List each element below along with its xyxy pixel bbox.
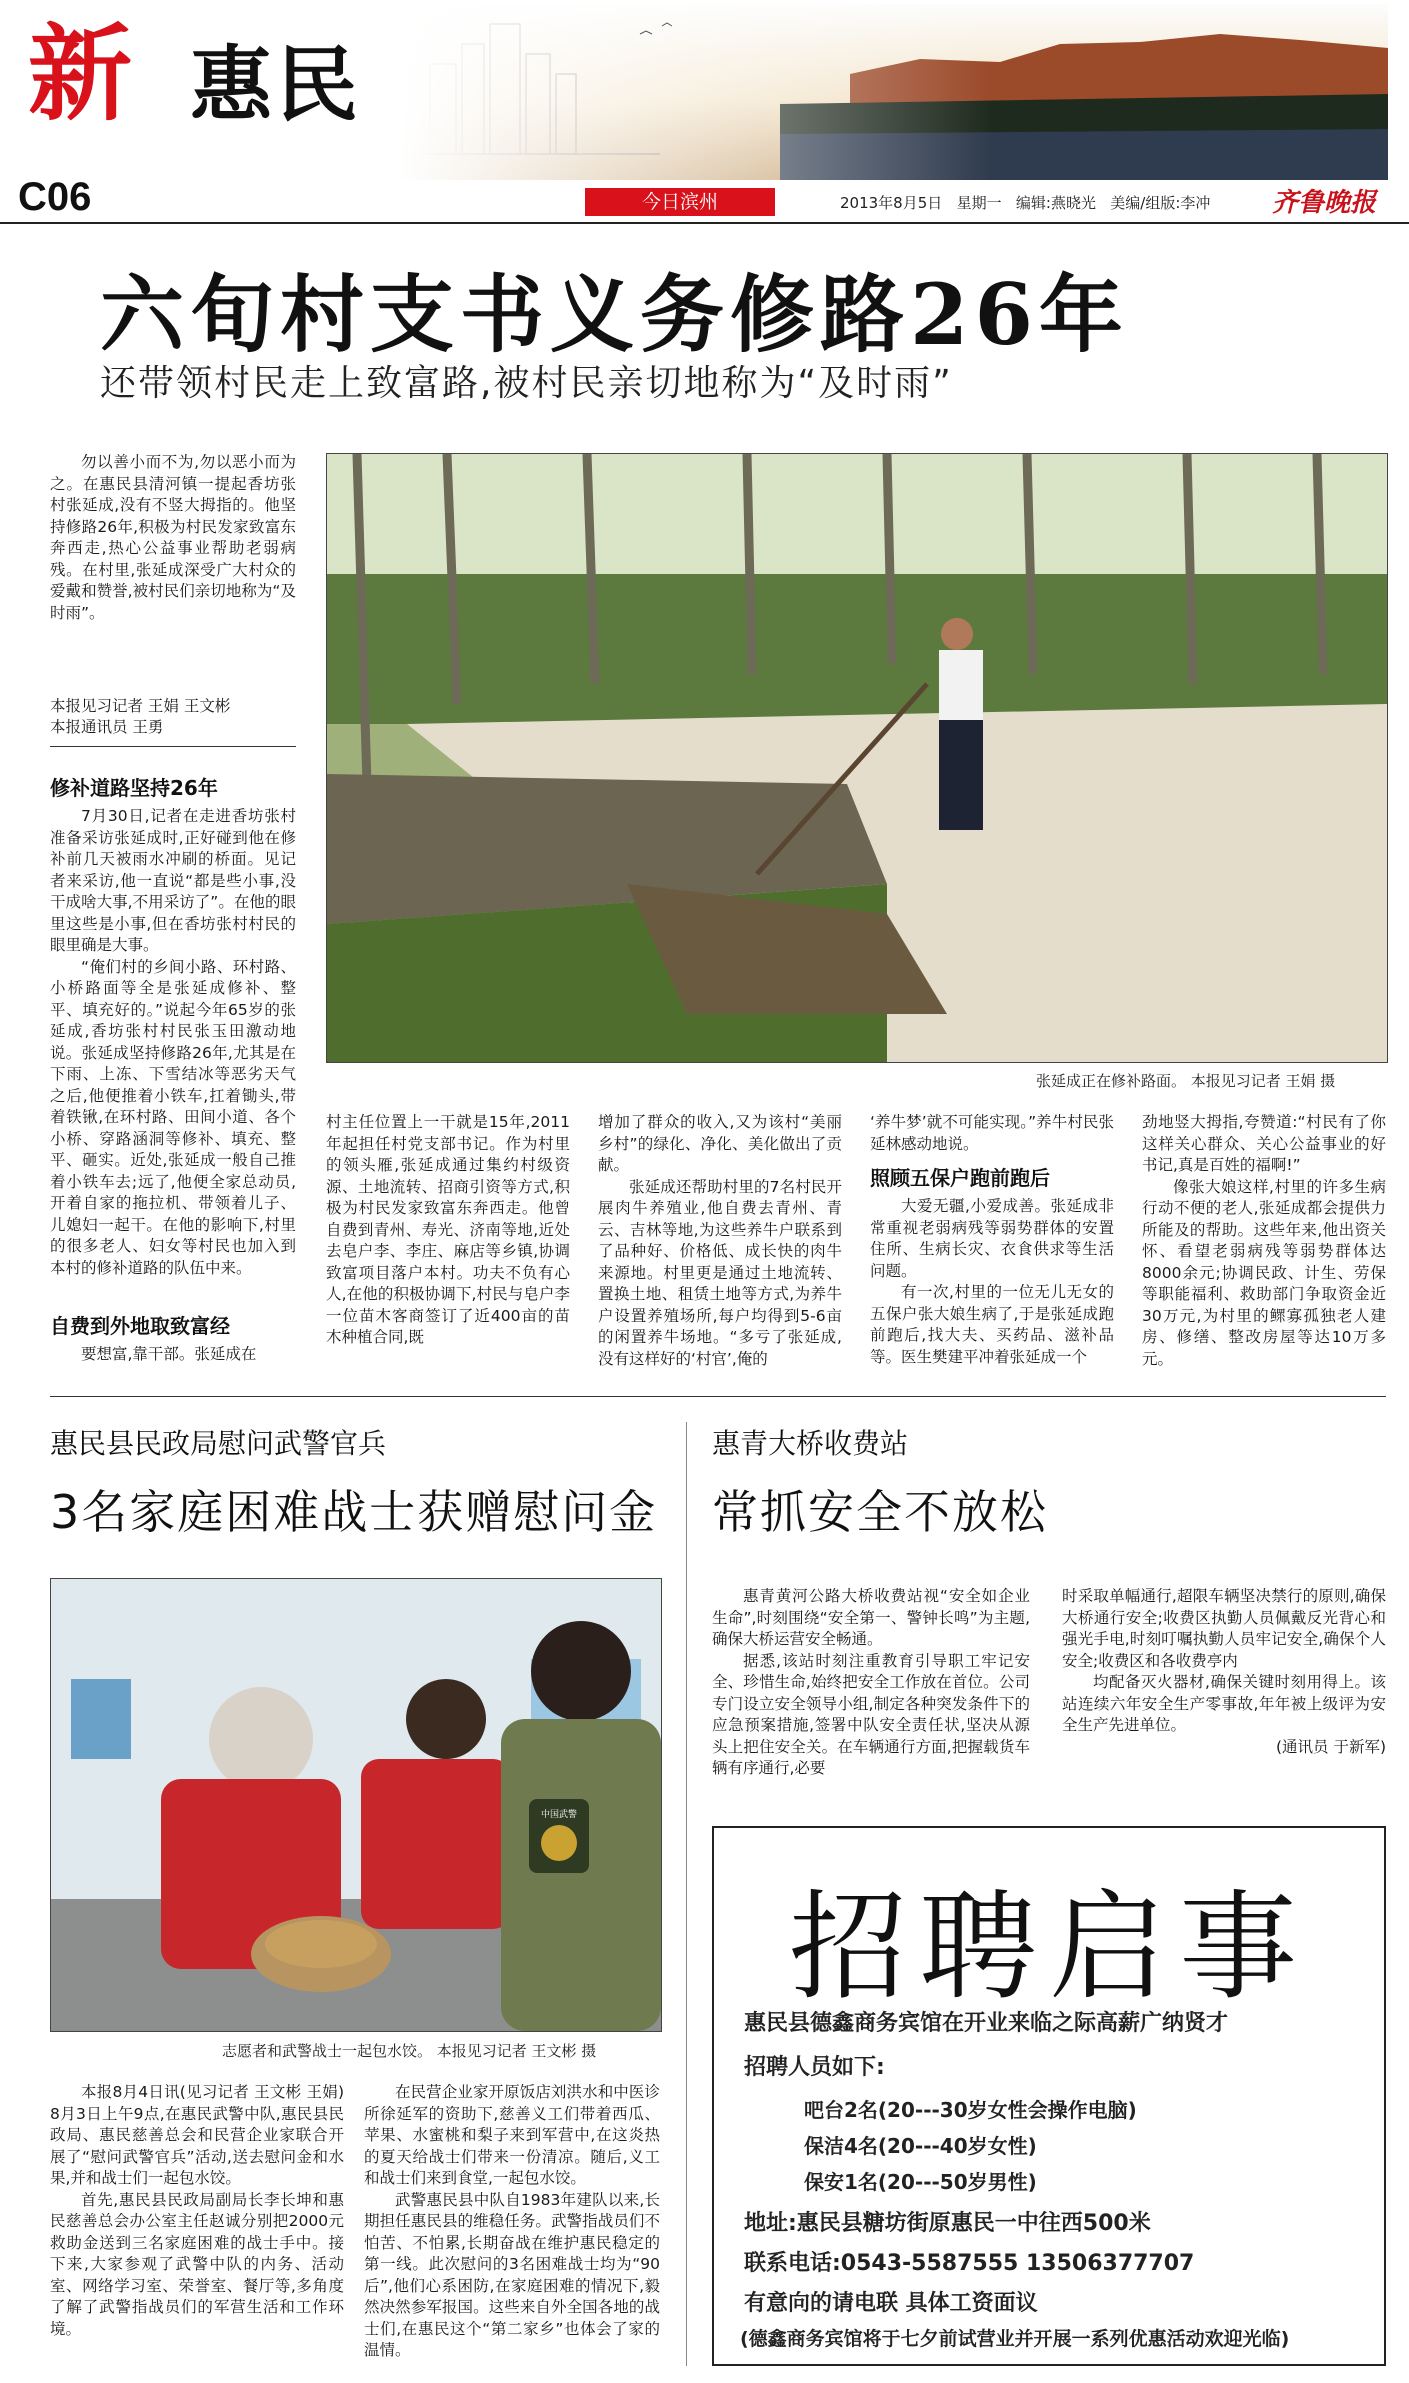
masthead-new-char: 新 — [28, 12, 133, 135]
col4-paragraph-1: ‘养牛梦’就不可能实现。”养牛村民张延林感动地说。 — [870, 1113, 1114, 1153]
intro-divider — [50, 746, 296, 747]
lead-section-heading-1: 修补道路坚持26年 — [50, 776, 218, 800]
article2-photo-caption: 志愿者和武警战士一起包水饺。 本报见习记者 王文彬 摄 — [222, 2042, 597, 2060]
ad-intro-line: 惠民县德鑫商务宾馆在开业来临之际高薪广纳贤才 — [744, 2011, 1229, 2036]
lead-section-heading-2: 自费到外地取致富经 — [50, 1314, 230, 1338]
article2-colA-p2: 首先,惠民县民政局副局长李长坤和惠民慈善总会办公室主任赵诚分别把2000元救助金送到三名家庭困难的战士手中。接下来,大家参观了武警中队的内务、活动室、网络学习室、荣誉室、餐厅等,多角度了解了武警指战员们的军营生活和工作环境。 — [50, 2190, 344, 2338]
ad-note: 有意向的请电联 具体工资面议 — [744, 2291, 1038, 2316]
col3-paragraph-1: 增加了群众的收入,又为该村“美丽乡村”的绿化、净化、美化做出了贡献。 — [598, 1113, 842, 1174]
issue-date: 2013年8月5日 — [840, 194, 943, 212]
article3-colC-p1: 惠青黄河公路大桥收费站视“安全如企业生命”,时刻围绕“安全第一、警钟长鸣”为主题,确保大桥运营安全畅通。 — [712, 1587, 1030, 1648]
byline-reporters: 本报见习记者 王娟 王文彬 — [50, 697, 231, 715]
section-divider — [50, 1396, 1386, 1397]
section-tab: 今日滨州 — [585, 188, 775, 216]
ad-phone: 联系电话:0543-5587555 13506377707 — [744, 2251, 1195, 2276]
lead-column-4-tail — [870, 1196, 1114, 1368]
lead-column-2 — [326, 1112, 570, 1349]
ad-positions-heading: 招聘人员如下: — [744, 2055, 885, 2080]
lead-intro — [50, 452, 296, 624]
ad-position-item: 保安1名(20---50岁男性) — [804, 2170, 1037, 2194]
article3-signature: (通讯员 于新军) — [1275, 1737, 1386, 1756]
col5-paragraph-1: 劲地竖大拇指,夸赞道:“村民有了你这样关心群众、关心公益事业的好书记,真是百姓的福啊!” — [1142, 1113, 1386, 1174]
article2-photo-dumplings — [50, 1578, 662, 2032]
col2-paragraph: 村主任位置上一干就是15年,2011年起担任村党支部书记。作为村里的领头雁,张延成通过集约村级资源、土地流转、招商引资等方式,积极为村民发家致富东奔西走。他曾自费到青州、寿光、济南等地,近处去皂户李、李庄、麻店等乡镇,协调致富项目落户本村。功夫不负有心人,在他的积极协调下,村民与皂户李一位苗木客商签订了近400亩的苗木种植合同,既 — [326, 1113, 570, 1346]
lead-photo-caption: 张延成正在修补路面。 本报见习记者 王娟 摄 — [1036, 1072, 1336, 1090]
byline-correspondent: 本报通讯员 王勇 — [50, 718, 164, 736]
lead-subhead: 还带领村民走上致富路,被村民亲切地称为“及时雨” — [100, 363, 953, 404]
ad-address: 地址:惠民县糖坊街原惠民一中往西500米 — [744, 2211, 1151, 2236]
article2-colB-p1: 在民营企业家开原饭店刘洪水和中医诊所徐延军的资助下,慈善义工们带着西瓜、苹果、水蜜桃和梨子来到军营中,在这炎热的夏天给战士们带来一份清凉。随后,义工和战士们来到食堂,一起包水饺。 — [364, 2083, 660, 2187]
col4-paragraph-3: 有一次,村里的一位无儿无女的五保户张大娘生病了,于是张延成跑前跑后,找大夫、买药品、滋补品等。医生樊建平冲着张延成一个 — [870, 1283, 1114, 1366]
col3-paragraph-2: 张延成还帮助村里的7名村民开展肉牛养殖业,他自费去青州、青云、吉林等地,为这些养牛户联系到了品种好、价格低、成长快的肉牛来源地。村里更是通过土地流转、置换土地、租赁土地等方式,为养牛户设置养殖场所,每户均得到5-6亩的闲置养牛场地。“多亏了张延成,没有这样好的‘村官’,俺的 — [598, 1177, 842, 1368]
article2-kicker: 惠民县民政局慰问武警官兵 — [50, 1427, 387, 1460]
article3-colD-p2: 均配备灭火器材,确保关键时刻用得上。该站连续六年安全生产零事故,年年被上级评为安全生产先进单位。 — [1062, 1673, 1386, 1734]
page-number: C06 — [18, 175, 92, 219]
col1-paragraph-3: 要想富,靠干部。张延成在 — [81, 1345, 257, 1363]
lead-photo-road-repair — [326, 453, 1388, 1063]
lead-headline: 六旬村支书义务修路26年 — [100, 265, 1129, 364]
editor-credit: 编辑:燕晓光 — [1015, 194, 1096, 212]
ad-position-item: 保洁4名(20---40岁女性) — [804, 2134, 1037, 2158]
lead-column-5 — [1142, 1112, 1386, 1370]
intro-paragraph: 勿以善小而不为,勿以恶小而为之。在惠民县清河镇一提起香坊张村张延成,没有不竖大拇指的。他坚持修路26年,积极为村民发家致富东奔西走,热心公益事业帮助老弱病残。在村里,张延成深受广大村众的爱戴和赞誉,被村民们亲切地称为“及时雨”。 — [50, 453, 296, 622]
col1-paragraph-2: “俺们村的乡间小路、环村路、小桥路面等全是张延成修补、整平、填充好的。”说起今年65岁的张延成,香坊张村村民张玉田激动地说。张延成坚持修路26年,尤其是在下雨、上冻、下雪结冰等恶劣天气之后,他便推着小铁车,扛着锄头,带着铁锹,在环村路、田间小道、各个小桥、穿路涵洞等修补、填充、整平、砸实。近处,张延成一般自己推着小铁车去;远了,他便全家总动员,开着自家的拖拉机、带领着儿子、儿媳妇一起干。在他的影响下,村里的很多老人、妇女等村民也加入到本村的修补道路的队伍中来。 — [50, 957, 296, 1277]
lead-column-1-tail — [50, 1344, 296, 1366]
col4-paragraph-2: 大爱无疆,小爱成善。张延成非常重视老弱病残等弱势群体的安置住所、生病长灾、衣食供求等生活问题。 — [870, 1197, 1114, 1280]
article2-column-b — [364, 2082, 660, 2362]
lead-column-4 — [870, 1112, 1114, 1155]
col5-paragraph-2: 像张大娘这样,村里的许多生病行动不便的老人,张延成都会提供力所能及的帮助。这些年来,他出资关怀、看望老弱病残等弱势群体达8000余元;协调民政、计生、劳保等职能福利、救助部门争取资金近30万元,为村里的鳏寡孤独老人建房、修缮、整改房屋等达10万多元。 — [1142, 1177, 1386, 1368]
lead-section-heading-3: 照顾五保户跑前跑后 — [870, 1166, 1050, 1190]
issue-info — [840, 192, 1210, 213]
article3-column-d — [1062, 1586, 1386, 1758]
article-column-divider — [686, 1422, 687, 2366]
article2-column-a — [50, 2082, 344, 2340]
lead-byline — [50, 696, 296, 738]
masthead-banner-image — [400, 4, 1388, 180]
article3-kicker: 惠青大桥收费站 — [712, 1427, 909, 1460]
recruitment-ad — [712, 1826, 1386, 2366]
masthead-divider — [0, 222, 1409, 224]
ad-title: 招聘启事 — [788, 1878, 1309, 2016]
article2-colB-p2: 武警惠民县中队自1983年建队以来,长期担任惠民县的维稳任务。武警指战员们不怕苦、不怕累,长期奋战在维护惠民稳定的第一线。此次慰问的3名困难战士均为“90后”,他们心系困防,在家庭困难的情况下,毅然决然参军报国。这些来自外全国各地的战士们,在惠民这个“第二家乡”也体会了家的温情。 — [364, 2190, 660, 2359]
article2-title: 3名家庭困难战士获赠慰问金 — [50, 1485, 658, 1539]
newspaper-brand-logo: 齐鲁晚报 — [1272, 188, 1377, 218]
military-badge-icon — [529, 1799, 589, 1873]
article2-colA-p1: 本报8月4日讯(见习记者 王文彬 王娟) 8月3日上午9点,在惠民武警中队,惠民县民政局、惠民慈善总会和民营企业家联合开展了“慰问武警官兵”活动,送去慰问金和水果,并和战士们一起包水饺。 — [50, 2083, 344, 2187]
lead-column-1 — [50, 806, 296, 1279]
ad-footer: (德鑫商务宾馆将于七夕前试营业并开展一系列优惠活动欢迎光临) — [740, 2328, 1290, 2350]
article3-colD-p1: 时采取单幅通行,超限车辆坚决禁行的原则,确保大桥通行安全;收费区执勤人员佩戴反光背心和强光手电,时刻叮嘱执勤人员牢记安全,确保个人安全;收费区和各收费亭内 — [1062, 1587, 1386, 1670]
masthead-title: 惠民 — [190, 37, 363, 133]
article3-column-c — [712, 1586, 1030, 1780]
article3-title: 常抓安全不放松 — [712, 1485, 1048, 1539]
designer-credit: 美编/组版:李冲 — [1110, 194, 1211, 212]
issue-weekday: 星期一 — [956, 194, 1002, 212]
article3-colC-p2: 据悉,该站时刻注重教育引导职工牢记安全、珍惜生命,始终把安全工作放在首位。公司专门设立安全领导小组,制定各种突发条件下的应急预案措施,签署中队安全责任状,坚决从源头上把住安全关。在车辆通行方面,把握载货车辆有序通行,必要 — [712, 1651, 1030, 1777]
ad-position-item: 吧台2名(20---30岁女性会操作电脑) — [804, 2098, 1137, 2122]
col1-paragraph-1: 7月30日,记者在走进香坊张村准备采访张延成时,正好碰到他在修补前几天被雨水冲刷的桥面。见记者来采访,他一直说“都是些小事,没干成啥大事,不用采访了”。在他的眼里这些是小事,但在香坊张村村民的眼里确是大事。 — [50, 807, 296, 954]
lead-column-3 — [598, 1112, 842, 1370]
badge-label: 中国武警 — [540, 1810, 578, 1820]
